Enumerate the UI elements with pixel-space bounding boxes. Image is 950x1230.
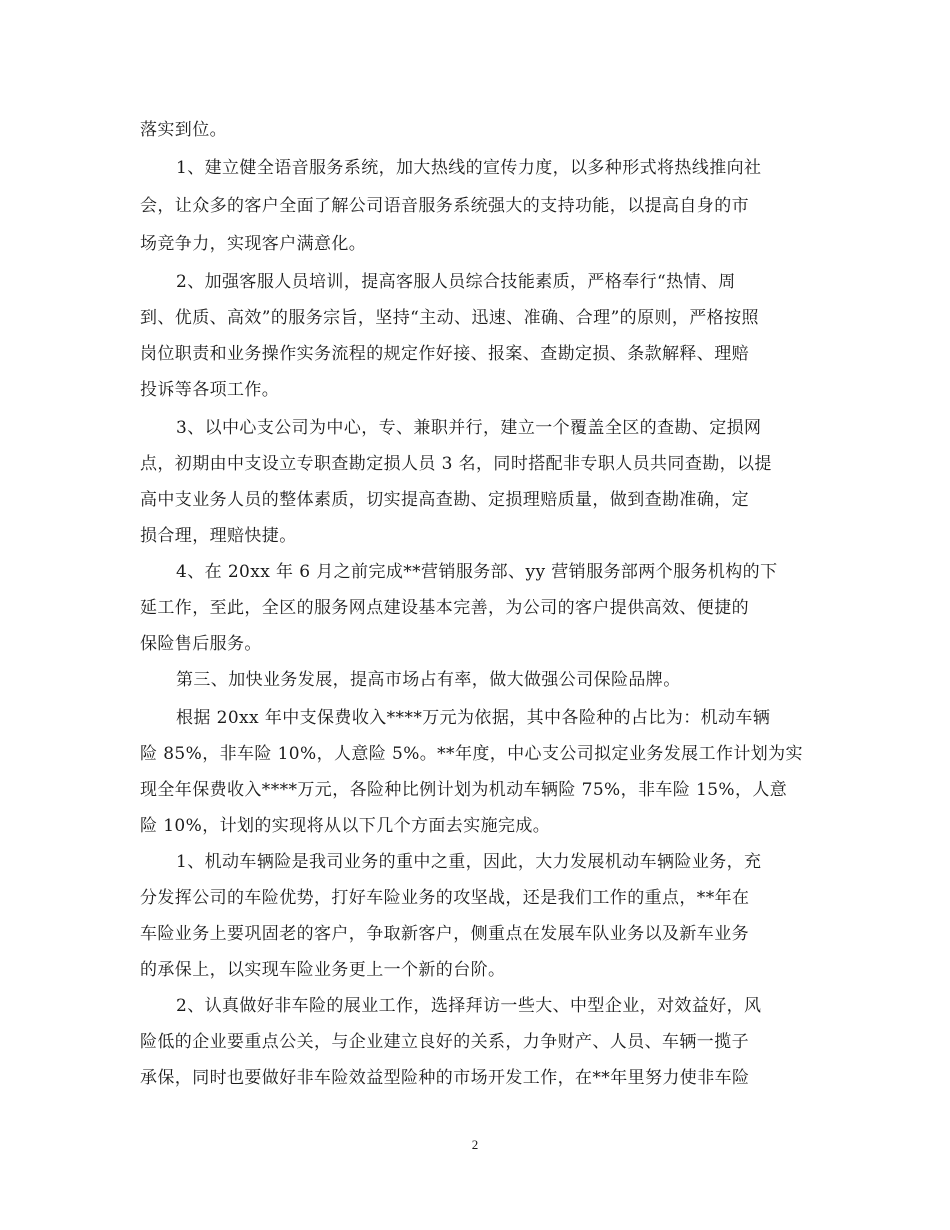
text-line: 险 85%，非车险 10%，人意险 5%。**年度，中心支公司拟定业务发展工作计划为实 <box>140 744 803 764</box>
text-line: 2、加强客服人员培训，提高客服人员综合技能素质，严格奉行“热情、周 <box>176 272 736 292</box>
text-line: 保险售后服务。 <box>140 634 262 654</box>
text-line: 4、在 20xx 年 6 月之前完成**营销服务部、yy 营销服务部两个服务机构的下 <box>176 562 778 582</box>
text-line: 3、以中心支公司为中心，专、兼职并行，建立一个覆盖全区的查勘、定损网 <box>176 418 762 438</box>
text-line: 分发挥公司的车险优势，打好车险业务的攻坚战，还是我们工作的重点，**年在 <box>140 888 750 908</box>
text-line: 到、优质、高效”的服务宗旨，坚持“主动、迅速、准确、合理”的原则，严格按照 <box>140 308 759 328</box>
text-line: 投诉等各项工作。 <box>140 380 280 400</box>
text-line: 第三、加快业务发展，提高市场占有率，做大做强公司保险品牌。 <box>176 670 681 690</box>
text-line: 险低的企业要重点公关，与企业建立良好的关系，力争财产、人员、车辆一揽子 <box>140 1032 749 1052</box>
text-line: 车险业务上要巩固老的客户，争取新客户，侧重点在发展车队业务以及新车业务 <box>140 924 749 944</box>
text-line: 1、机动车辆险是我司业务的重中之重，因此，大力发展机动车辆险业务，充 <box>176 852 762 872</box>
text-line: 现全年保费收入****万元，各险种比例计划为机动车辆险 75%，非车险 15%，人意 <box>140 780 788 800</box>
text-line: 承保，同时也要做好非车险效益型险种的市场开发工作，在**年里努力使非车险 <box>140 1068 750 1088</box>
text-line: 1、建立健全语音服务系统，加大热线的宣传力度，以多种形式将热线推向社 <box>176 158 762 178</box>
text-line: 根据 20xx 年中支保费收入****万元为依据，其中各险种的占比为：机动车辆 <box>176 708 771 728</box>
page-number: 2 <box>471 1137 479 1152</box>
text-line: 岗位职责和业务操作实务流程的规定作好接、报案、查勘定损、条款解释、理赔 <box>140 344 749 364</box>
text-line: 高中支业务人员的整体素质，切实提高查勘、定损理赔质量，做到查勘准确，定 <box>140 490 749 510</box>
text-line: 场竞争力，实现客户满意化。 <box>140 234 367 254</box>
text-line: 点，初期由中支设立专职查勘定损人员 3 名，同时搭配非专职人员共同查勘，以提 <box>140 454 772 474</box>
text-line: 会，让众多的客户全面了解公司语音服务系统强大的支持功能，以提高自身的市 <box>140 196 749 216</box>
text-line: 延工作，至此，全区的服务网点建设基本完善，为公司的客户提供高效、便捷的 <box>140 598 749 618</box>
text-line: 2、认真做好非车险的展业工作，选择拜访一些大、中型企业，对效益好，风 <box>176 996 762 1016</box>
text-line: 损合理，理赔快捷。 <box>140 526 297 546</box>
text-line: 的承保上，以实现车险业务更上一个新的台阶。 <box>140 960 506 980</box>
text-line: 落实到位。 <box>140 120 227 140</box>
text-line: 险 10%，计划的实现将从以下几个方面去实施完成。 <box>140 816 551 836</box>
